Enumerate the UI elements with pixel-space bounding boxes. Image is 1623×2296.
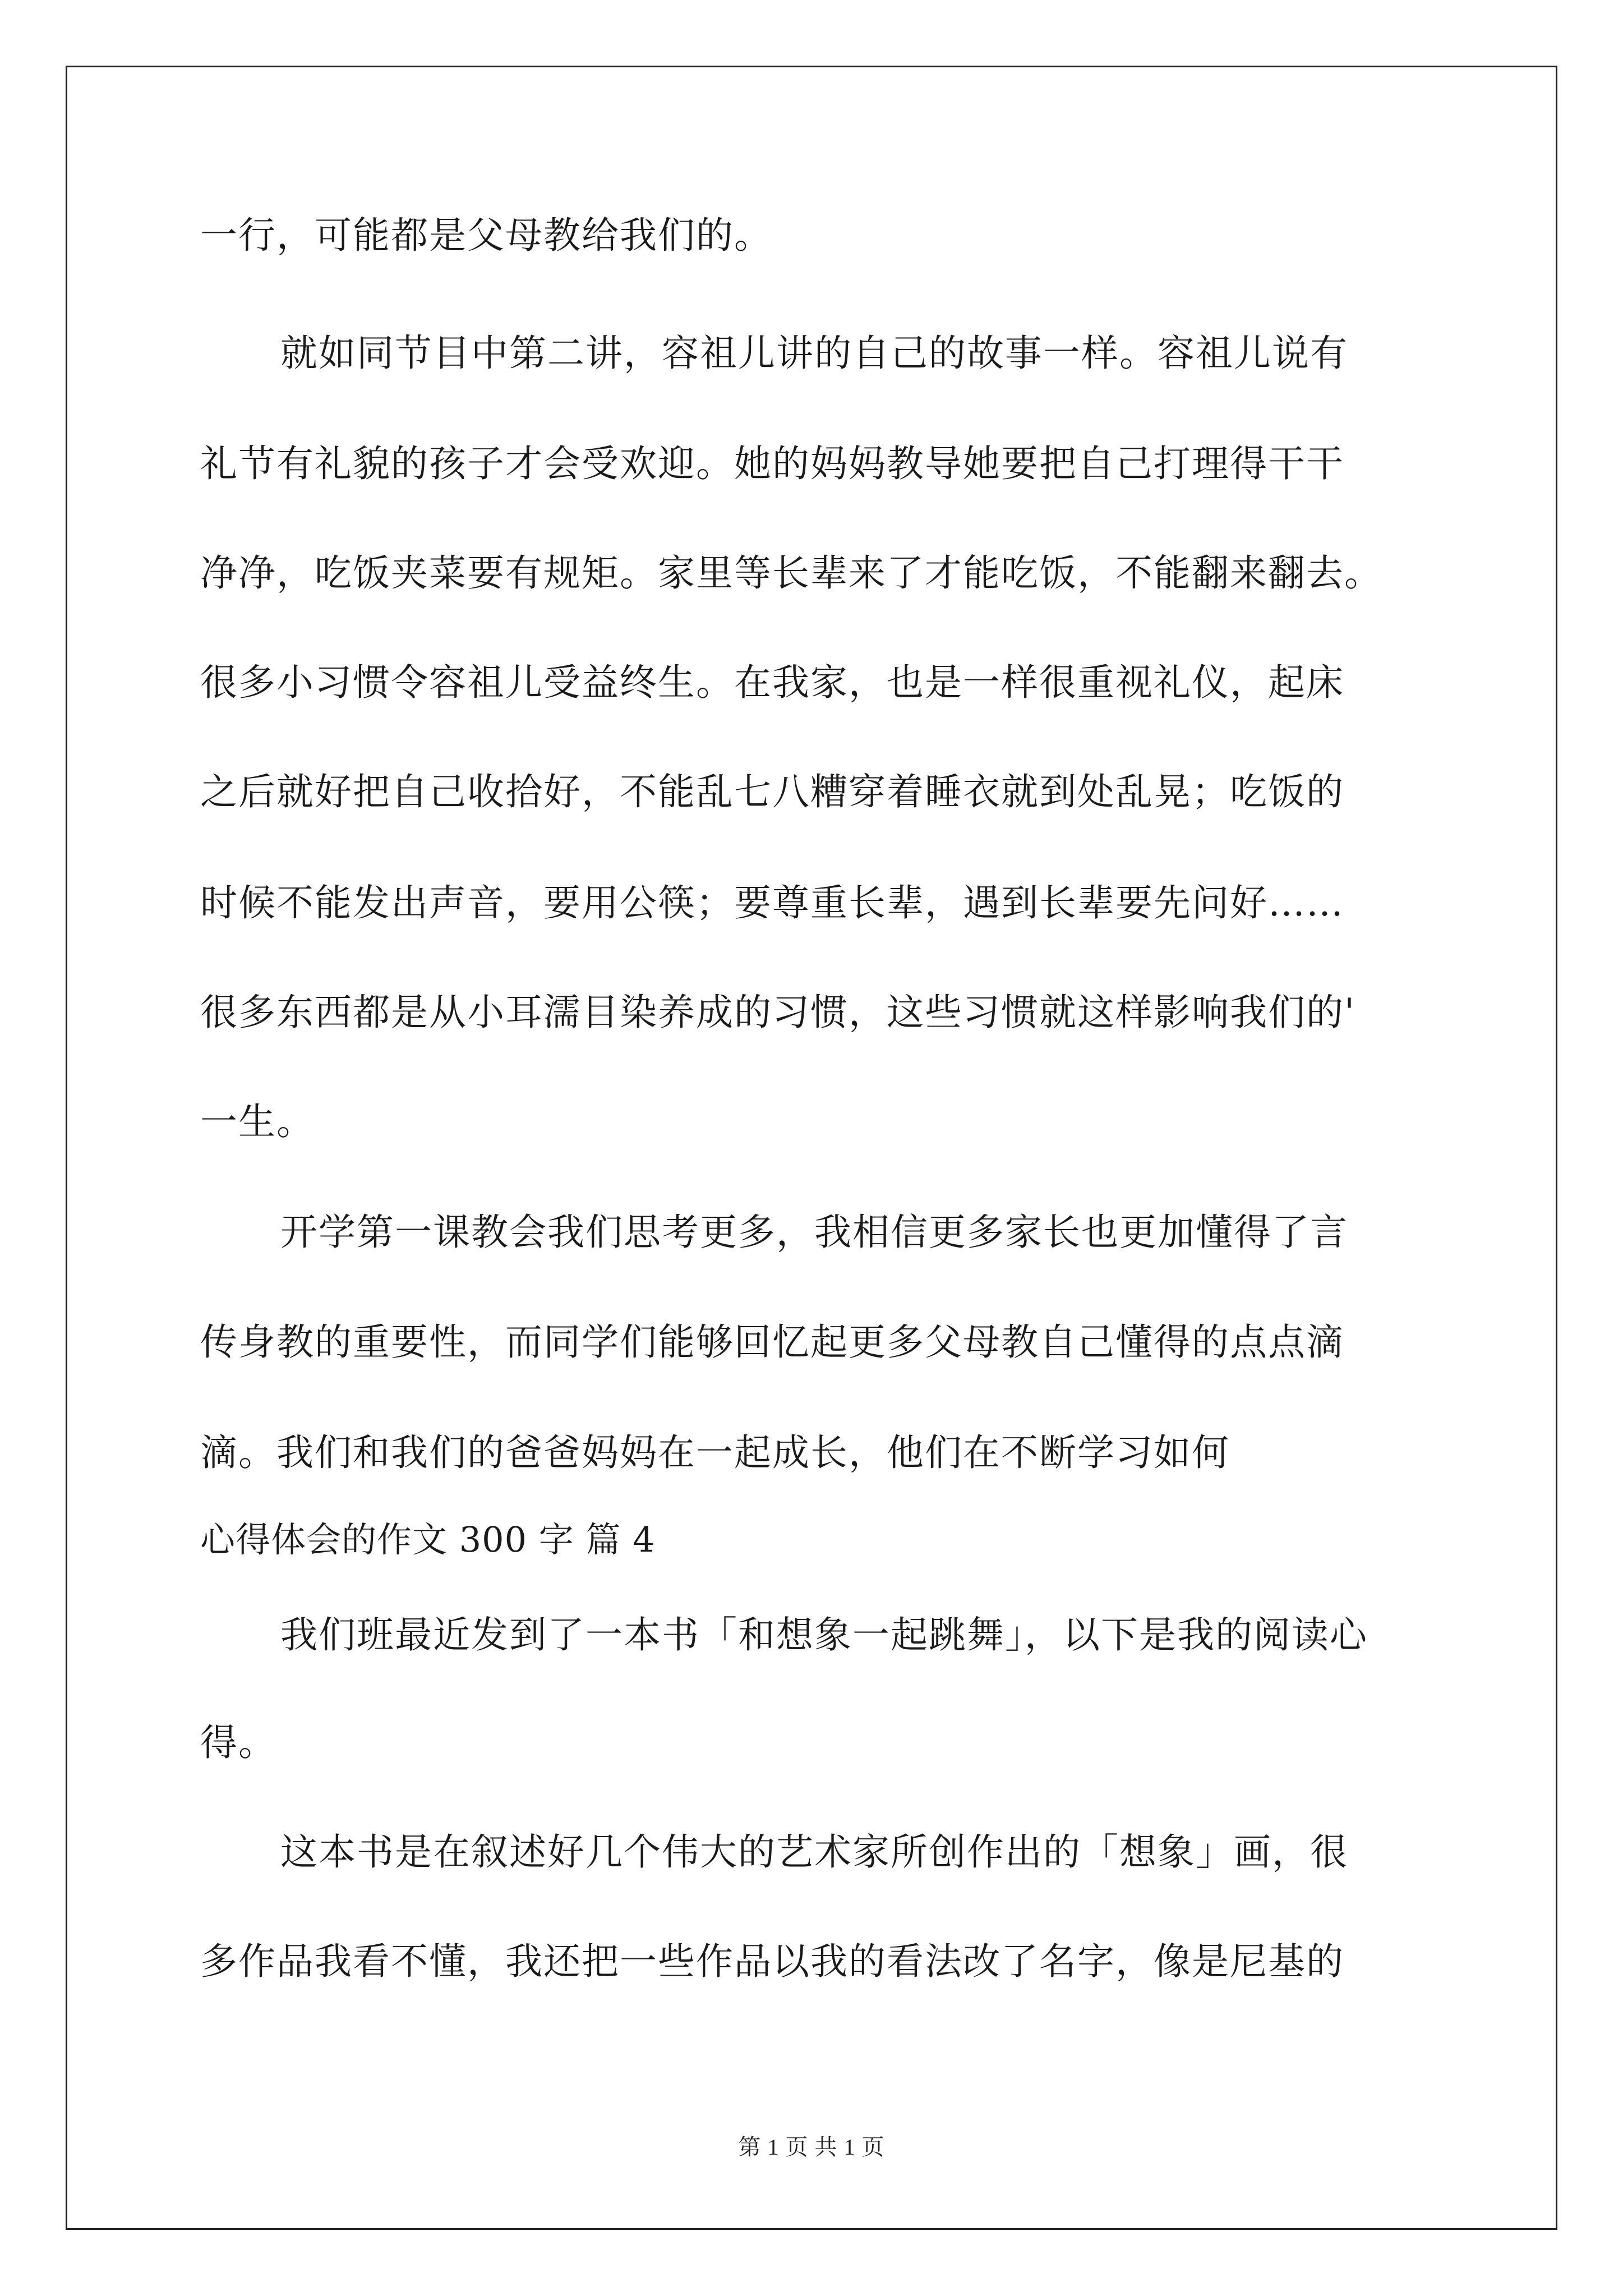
paragraph-line: 得。 — [200, 1721, 276, 1764]
paragraph-line: 之后就好把自己收拾好，不能乱七八糟穿着睡衣就到处乱晃；吃饭的 — [200, 770, 1344, 813]
paragraph-line: 一行，可能都是父母教给我们的。 — [200, 214, 772, 257]
paragraph-line: 净净，吃饭夹菜要有规矩。家里等长辈来了才能吃饭，不能翻来翻去。 — [200, 551, 1382, 595]
page-border — [66, 66, 1557, 2230]
paragraph-line: 开学第一课教会我们思考更多，我相信更多家长也更加懂得了言 — [280, 1211, 1348, 1254]
paragraph-line: 很多小习惯令容祖儿受益终生。在我家，也是一样很重视礼仪，起床 — [200, 661, 1344, 704]
paragraph-line: 这本书是在叙述好几个伟大的艺术家所创作出的「想象」画，很 — [280, 1830, 1348, 1874]
paragraph-line: 传身教的重要性，而同学们能够回忆起更多父母教自己懂得的点点滴 — [200, 1320, 1344, 1364]
section-heading: 心得体会的作文 300 字 篇 4 — [200, 1519, 656, 1560]
paragraph-line: 很多东西都是从小耳濡目染养成的习惯，这些习惯就这样影响我们的' — [200, 991, 1356, 1034]
paragraph-line: 就如同节目中第二讲，容祖儿讲的自己的故事一样。容祖儿说有 — [280, 332, 1348, 375]
paragraph-line: 多作品我看不懂，我还把一些作品以我的看法改了名字，像是尼基的 — [200, 1940, 1344, 1983]
paragraph-line: 我们班最近发到了一本书「和想象一起跳舞」，以下是我的阅读心 — [280, 1613, 1368, 1657]
page-number-footer: 第 1 页 共 1 页 — [738, 2134, 885, 2160]
paragraph-line: 时候不能发出声音，要用公筷；要尊重长辈，遇到长辈要先问好…… — [200, 881, 1344, 924]
paragraph-line: 礼节有礼貌的孩子才会受欢迎。她的妈妈教导她要把自己打理得干干 — [200, 442, 1344, 485]
paragraph-line: 滴。我们和我们的爸爸妈妈在一起成长，他们在不断学习如何 — [200, 1431, 1230, 1474]
paragraph-line: 一生。 — [200, 1100, 315, 1143]
